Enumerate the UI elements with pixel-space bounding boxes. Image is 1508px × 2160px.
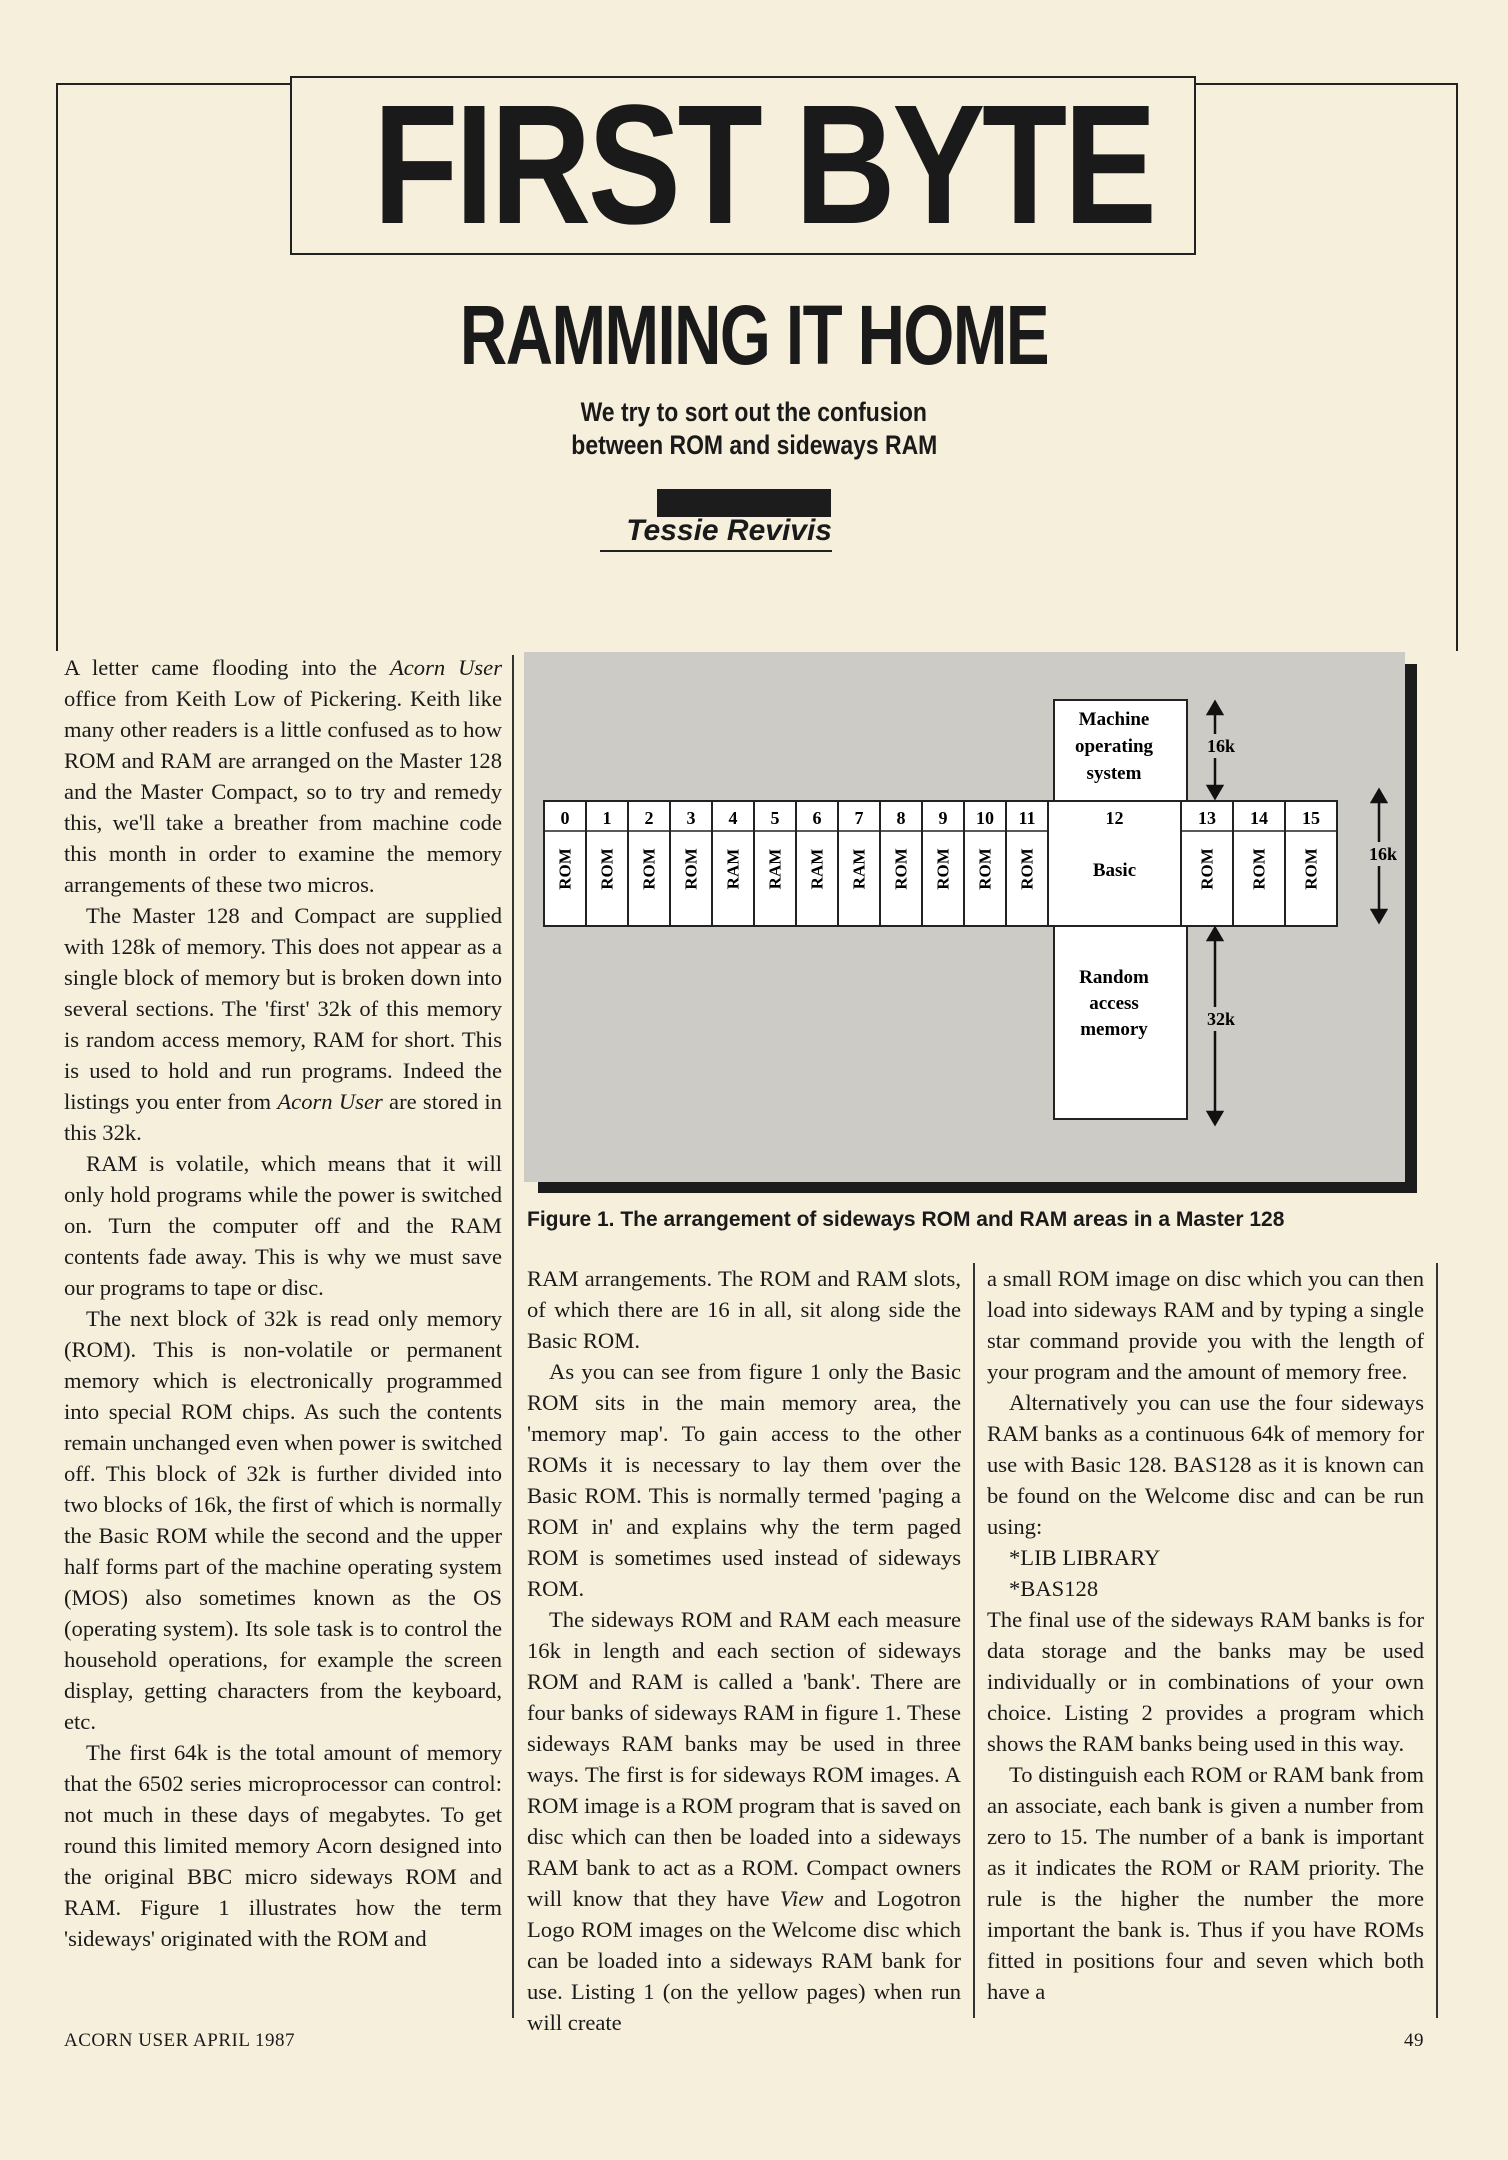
bank-number-1: 1 — [602, 808, 612, 828]
code-line: *BAS128 — [1009, 1576, 1099, 1601]
mos-label-line-2: operating — [1074, 736, 1154, 757]
footer-issue: ACORN USER APRIL 1987 — [64, 2030, 295, 2051]
bank-number-8: 8 — [896, 808, 906, 828]
bank-type-13: ROM — [1197, 848, 1217, 890]
paragraph: To distinguish each ROM or RAM bank from an associate, each bank is given a number from zero to 15. The number of a bank is important as it indicates the ROM or RAM priority. The rule is the higher the number the more important the bank is. Thus if you have ROMs fitted in positions four and seven which both have a — [987, 1762, 1424, 2004]
standfirst-line-2: between ROM and sideways RAM — [570, 430, 938, 460]
bank-number-3: 3 — [686, 808, 696, 828]
bank-number-5: 5 — [770, 808, 780, 828]
mos-label-line-3: system — [1086, 763, 1142, 784]
bank-type-4: RAM — [723, 848, 743, 890]
bank-type-2: ROM — [639, 848, 659, 890]
column-3 — [987, 1263, 1424, 2007]
bank-number-11: 11 — [1018, 808, 1036, 828]
mos-label-line-1: Machine — [1078, 709, 1150, 730]
bank-type-6: RAM — [807, 848, 827, 890]
paragraph: RAM arrangements. The ROM and RAM slots, of which there are 16 in all, sit along side the Basic ROM. — [527, 1266, 961, 1353]
rom-slot-row — [544, 801, 1337, 926]
size-label-ram: 32k — [1206, 1009, 1236, 1029]
column-1 — [64, 652, 502, 1954]
bank-number-15: 15 — [1302, 808, 1320, 828]
paragraph: a small ROM image on disc which you can then load into sideways RAM and by typing a single star command provide you with the length of your program and the amount of memory free. — [987, 1266, 1424, 1384]
bank-type-5: RAM — [765, 848, 785, 890]
bank-type-7: RAM — [849, 848, 869, 890]
code-line: *LIB LIBRARY — [1009, 1545, 1161, 1570]
bank-number-4: 4 — [728, 808, 738, 828]
paragraph: RAM is volatile, which means that it will only hold programs while the power is switched on. Turn the computer off and the RAM contents fade away. This is why we must save our programs to tape or disc. — [64, 1151, 502, 1300]
column-rule — [1436, 1263, 1438, 2018]
column-rule — [512, 655, 514, 2018]
size-label-mos: 16k — [1206, 736, 1236, 756]
column-rule — [973, 1263, 975, 2018]
masthead — [290, 70, 1196, 260]
standfirst — [454, 396, 1054, 462]
bank-type-10: ROM — [975, 848, 995, 890]
article-headline — [0, 290, 1508, 380]
ram-label-line-2: access — [1089, 993, 1139, 1014]
standfirst-line-1: We try to sort out the confusion — [580, 397, 928, 427]
bank-number-0: 0 — [560, 808, 570, 828]
bank-number-10: 10 — [976, 808, 994, 828]
size-label-bank: 16k — [1368, 844, 1398, 864]
bank-number-6: 6 — [812, 808, 822, 828]
memory-map-diagram — [524, 652, 1417, 1193]
paragraph: The next block of 32k is read only memory (ROM). This is non-volatile or permanent memory which is electronically programmed into special ROM chips. As such the contents remain unchanged even when power is switched off. This block of 32k is further divided into two blocks of 16k, the first of which is normally the Basic ROM while the second and the upper half forms part of the machine operating system (MOS) also sometimes known as the OS (operating system). Its sole task is to control the household operations, for example the screen display, getting characters from the keyboard, etc. — [64, 1306, 502, 1734]
bank-type-1: ROM — [597, 848, 617, 890]
byline: Tessie Revivis — [600, 512, 832, 552]
column-2 — [527, 1263, 961, 2038]
paragraph: The Master 128 and Compact are supplied with 128k of memory. This does not appear as a single block of memory but is broken down into several sections. The 'first' 32k of this memory is random access memory, RAM for short. This is used to hold and run programs. Indeed the listings you enter from Acorn User are stored in this 32k. — [64, 903, 502, 1145]
bank-type-15: ROM — [1301, 848, 1321, 890]
paragraph: Alternatively you can use the four sideways RAM banks as a continuous 64k of memory for use with Basic 128. BAS128 as it is known can be found on the Welcome disc and can be run using: — [987, 1390, 1424, 1539]
bank-number-2: 2 — [644, 808, 654, 828]
bank-number-9: 9 — [938, 808, 948, 828]
bank-type-3: ROM — [681, 848, 701, 890]
masthead-title: FIRST BYTE — [373, 70, 1154, 260]
figure-caption: Figure 1. The arrangement of sideways ROM and RAM areas in a Master 128 — [527, 1208, 1285, 1231]
frame-top-left — [56, 83, 292, 85]
frame-top-right — [1190, 83, 1458, 85]
paragraph: The sideways ROM and RAM each measure 16k in length and each section of sideways ROM and RAM is called a 'bank'. There are four banks of sideways RAM in figure 1. These sideways RAM banks may be used in three ways. The first is for sideways ROM images. A ROM image is a ROM program that is saved on disc which can then be loaded into a sideways RAM bank to act as a ROM. Compact owners will know that they have View and Logotron Logo ROM images on the Welcome disc which can be loaded into a sideways RAM bank for use. Listing 1 (on the yellow pages) when run will create — [527, 1607, 961, 2035]
bank-type-0: ROM — [555, 848, 575, 890]
bank-type-14: ROM — [1249, 848, 1269, 890]
bank-type-8: ROM — [891, 848, 911, 890]
bank-type-12: Basic — [1092, 860, 1137, 881]
ram-label-line-1: Random — [1079, 967, 1149, 988]
paragraph: The first 64k is the total amount of memory that the 6502 series microprocessor can control: not much in these days of megabytes. To get round this limited memory Acorn designed into the original BBC micro sideways ROM and RAM. Figure 1 illustrates how the term 'sideways' originated with the ROM and — [64, 1740, 502, 1951]
paragraph: A letter came flooding into the Acorn User office from Keith Low of Pickering. Keith like many other readers is a little confused as to how ROM and RAM are arranged on the Master 128 and the Master Compact, so to try and remedy this, we'll take a breather from machine code this month in order to examine the memory arrangements of these two micros. — [64, 655, 502, 897]
ram-label-line-3: memory — [1080, 1019, 1148, 1040]
bank-type-11: ROM — [1017, 848, 1037, 890]
paragraph: The final use of the sideways RAM banks is for data storage and the banks may be used individually or in combinations of your own choice. Listing 2 provides a program which shows the RAM banks being used in this way. — [987, 1607, 1424, 1756]
bank-number-13: 13 — [1198, 808, 1216, 828]
bank-type-9: ROM — [933, 848, 953, 890]
bank-number-7: 7 — [854, 808, 864, 828]
footer-page-number: 49 — [1404, 2030, 1424, 2051]
bank-number-14: 14 — [1250, 808, 1268, 828]
headline-text: RAMMING IT HOME — [459, 288, 1049, 382]
bank-number-12: 12 — [1105, 808, 1124, 828]
paragraph: As you can see from figure 1 only the Basic ROM sits in the main memory area, the 'memory map'. To gain access to the other ROMs it is necessary to lay them over the Basic ROM. This is normally termed 'paging a ROM in' and explains why the term paged ROM is sometimes used instead of sideways ROM. — [527, 1359, 961, 1601]
